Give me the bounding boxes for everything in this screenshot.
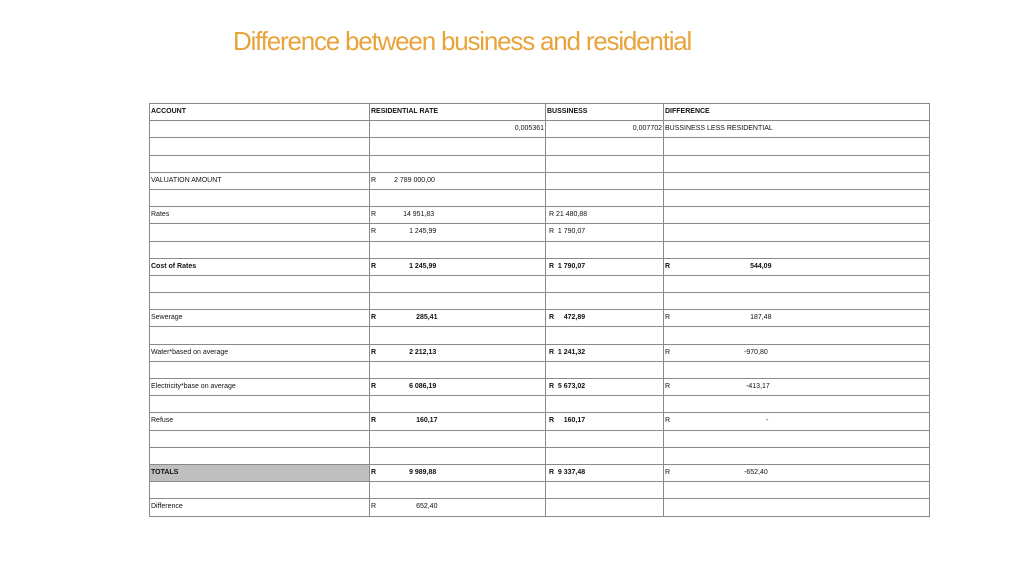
refuse-residential: 160,17 bbox=[416, 417, 438, 425]
table-row bbox=[150, 344, 930, 361]
water-business: 1 241,32 bbox=[557, 348, 586, 356]
comparison-table bbox=[149, 103, 930, 517]
totals-business: 9 337,48 bbox=[557, 469, 586, 477]
rates-label: Rates bbox=[150, 207, 370, 224]
table-row bbox=[150, 121, 930, 138]
table-row bbox=[150, 464, 930, 481]
currency-symbol: R bbox=[665, 417, 671, 425]
table-row bbox=[150, 224, 930, 241]
rates-residential: 14 951,83 bbox=[403, 211, 435, 219]
currency-symbol: R bbox=[371, 469, 377, 477]
table-row bbox=[150, 379, 930, 396]
currency-symbol: R bbox=[665, 469, 671, 477]
refuse-difference: - bbox=[766, 417, 769, 425]
sewerage-residential: 285,41 bbox=[416, 314, 438, 322]
difference-note: BUSSINESS LESS RESIDENTIAL bbox=[664, 121, 930, 138]
currency-symbol: R bbox=[371, 228, 377, 236]
currency-symbol: R bbox=[665, 348, 671, 356]
table-row bbox=[150, 155, 930, 172]
cost-of-rates-business: 1 790,07 bbox=[557, 262, 586, 270]
totals-difference: -652,40 bbox=[744, 469, 768, 477]
currency-symbol: R bbox=[548, 348, 555, 356]
currency-symbol: R bbox=[548, 383, 555, 391]
table-row bbox=[150, 499, 930, 516]
sewerage-difference: 187,48 bbox=[750, 314, 772, 322]
totals-residential: 9 989,88 bbox=[409, 469, 437, 477]
electricity-label: Electricity*base on average bbox=[150, 379, 370, 396]
water-label: Water*based on average bbox=[150, 344, 370, 361]
header-account: ACCOUNT bbox=[150, 104, 370, 121]
currency-symbol: R bbox=[548, 262, 555, 270]
table-row bbox=[150, 482, 930, 499]
header-difference: DIFFERENCE bbox=[664, 104, 930, 121]
table-row bbox=[150, 430, 930, 447]
refuse-label: Refuse bbox=[150, 413, 370, 430]
water-difference: -970,80 bbox=[744, 348, 768, 356]
sewerage-label: Sewerage bbox=[150, 310, 370, 327]
table-row bbox=[150, 172, 930, 189]
header-business: BUSSINESS bbox=[546, 104, 664, 121]
rates-monthly-residential: 1 245,99 bbox=[409, 228, 437, 236]
table-row bbox=[150, 293, 930, 310]
table-row bbox=[150, 447, 930, 464]
valuation-label: VALUATION AMOUNT bbox=[150, 172, 370, 189]
page-title: Difference between business and residential bbox=[233, 26, 692, 56]
table-row bbox=[150, 258, 930, 275]
currency-symbol: R bbox=[371, 262, 377, 270]
currency-symbol: R bbox=[371, 383, 377, 391]
difference-residential: 652,40 bbox=[416, 503, 438, 511]
table-row bbox=[150, 361, 930, 378]
table-row bbox=[150, 327, 930, 344]
currency-symbol: R bbox=[371, 417, 377, 425]
cost-of-rates-label: Cost of Rates bbox=[150, 258, 370, 275]
currency-symbol: R bbox=[548, 469, 555, 477]
electricity-residential: 6 086,19 bbox=[409, 383, 437, 391]
currency-symbol: R bbox=[371, 348, 377, 356]
refuse-business: 160,17 bbox=[563, 417, 586, 425]
totals-label: TOTALS bbox=[150, 464, 370, 481]
table-row bbox=[150, 310, 930, 327]
business-rate-factor: 0,007702 bbox=[546, 121, 664, 138]
currency-symbol: R bbox=[665, 314, 671, 322]
currency-symbol: R bbox=[665, 383, 671, 391]
cost-of-rates-residential: 1 245,99 bbox=[409, 262, 437, 270]
table-row bbox=[150, 396, 930, 413]
currency-symbol: R bbox=[371, 176, 377, 184]
currency-symbol: R bbox=[371, 211, 377, 219]
currency-symbol: R bbox=[548, 417, 555, 425]
currency-symbol: R bbox=[548, 211, 555, 219]
rates-monthly-business: 1 790,07 bbox=[557, 228, 586, 236]
rates-business: 21 480,88 bbox=[555, 211, 588, 219]
water-residential: 2 212,13 bbox=[409, 348, 437, 356]
currency-symbol: R bbox=[548, 314, 555, 322]
table-row bbox=[150, 413, 930, 430]
table-row bbox=[150, 241, 930, 258]
difference-label: Difference bbox=[150, 499, 370, 516]
table-row bbox=[150, 275, 930, 292]
electricity-difference: -413,17 bbox=[746, 383, 770, 391]
table-header-row bbox=[150, 104, 930, 121]
currency-symbol: R bbox=[371, 503, 377, 511]
table-row bbox=[150, 207, 930, 224]
residential-rate-factor: 0,005361 bbox=[370, 121, 546, 138]
currency-symbol: R bbox=[665, 262, 671, 270]
currency-symbol: R bbox=[548, 228, 555, 236]
valuation-residential: 2 789 000,00 bbox=[394, 176, 435, 184]
table-row bbox=[150, 138, 930, 155]
sewerage-business: 472,89 bbox=[563, 314, 586, 322]
currency-symbol: R bbox=[371, 314, 377, 322]
header-residential: RESIDENTIAL RATE bbox=[370, 104, 546, 121]
table-row bbox=[150, 189, 930, 206]
electricity-business: 5 673,02 bbox=[557, 383, 586, 391]
cost-of-rates-difference: 544,09 bbox=[750, 262, 772, 270]
